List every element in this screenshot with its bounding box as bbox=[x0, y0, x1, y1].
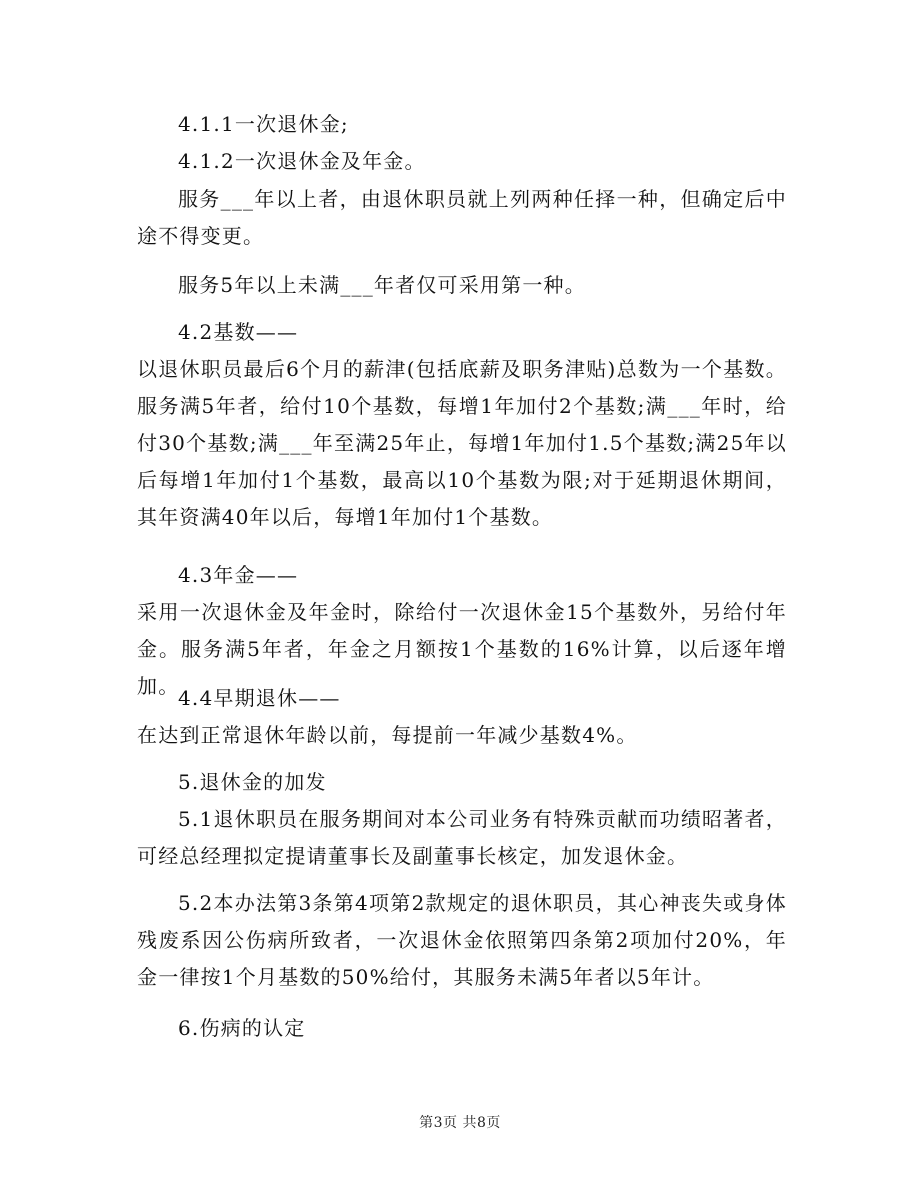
paragraph-service-first-option: 服务5年以上未满___年者仅可采用第一种。 bbox=[178, 273, 586, 297]
heading-6-injury: 6.伤病的认定 bbox=[178, 1016, 306, 1040]
paragraph-4-1-1: 4.1.1一次退休金; bbox=[178, 112, 349, 136]
heading-5-bonus: 5.退休金的加发 bbox=[178, 770, 327, 794]
heading-4-2-base: 4.2基数—— bbox=[178, 320, 299, 344]
page-number-footer: 第3页 共8页 bbox=[419, 1115, 501, 1131]
heading-4-4-early-retirement: 4.4早期退休—— bbox=[178, 686, 341, 710]
paragraph-5-1: 5.1退休职员在服务期间对本公司业务有特殊贡献而功绩昭著者，可经总经理拟定提请董事长及副董事长核定，加发退休金。 bbox=[137, 807, 787, 868]
paragraph-5-2: 5.2本办法第3条第4项第2款规定的退休职员，其心神丧失或身体残废系因公伤病所致者，一次退休金依照第四条第2项加付20%，年金一律按1个月基数的50%给付，其服务未满5年者以5年计。 bbox=[137, 891, 787, 989]
heading-4-3-annuity: 4.3年金—— bbox=[178, 563, 299, 587]
paragraph-service-choice: 服务___年以上者，由退休职员就上列两种任择一种，但确定后中途不得变更。 bbox=[137, 187, 787, 248]
paragraph-base-definition: 以退休职员最后6个月的薪津(包括底薪及职务津贴)总数为一个基数。服务满5年者，给付10个基数，每增1年加付2个基数;满___年时，给付30个基数;满___年至满25年止，每增1年加付1.5个基数;满25年以后每增1年加付1个基数，最高以10个基数为限;对于延期退休期间，其年资满40年以后，每增1年加付1个基数。 bbox=[137, 357, 787, 529]
paragraph-annuity-definition: 采用一次退休金及年金时，除给付一次退休金15个基数外，另给付年金。服务满5年者，年金之月额按1个基数的16%计算，以后逐年增加。 bbox=[137, 600, 787, 698]
paragraph-4-1-2: 4.1.2一次退休金及年金。 bbox=[178, 149, 426, 173]
paragraph-early-retirement: 在达到正常退休年龄以前，每提前一年减少基数4%。 bbox=[137, 723, 638, 747]
